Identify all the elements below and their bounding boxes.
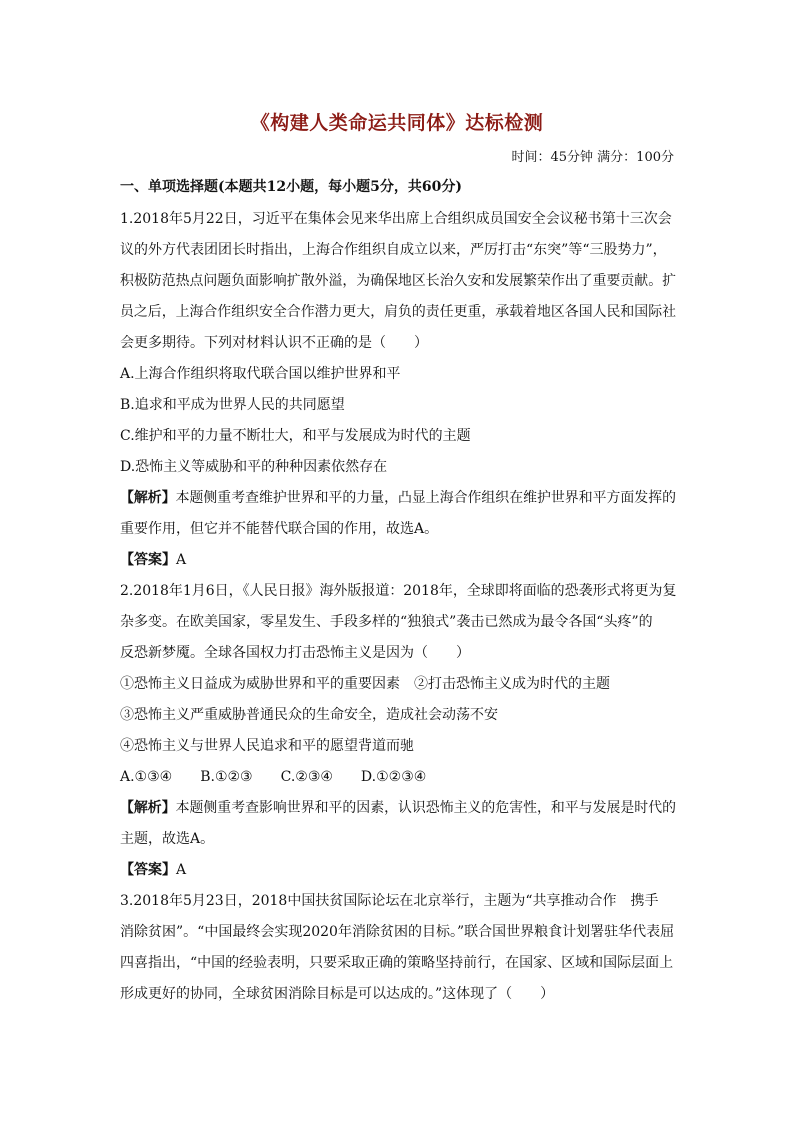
q2-stem-line: 2.2018年1月6日，《人民日报》海外版报道：2018年，全球即将面临的恐袭形式将更为复 <box>120 583 677 599</box>
q2-analysis <box>120 799 676 817</box>
q2-stem-line: 杂多变。在欧美国家，零星发生、手段多样的“独狼式”袭击已然成为最令各国“头疼”的 <box>120 614 653 630</box>
q1-stem-line: 会更多期待。下列对材料认识不正确的是（ ） <box>120 335 428 351</box>
q2-statement: ④恐怖主义与世界人民追求和平的愿望背道而驰 <box>120 738 414 754</box>
answer-value: A <box>176 552 187 568</box>
q3-stem-line: 四喜指出，“中国的经验表明，只要采取正确的策略坚持前行，在国家、区域和国际层面上 <box>120 955 674 971</box>
q1-option-a: A.上海合作组织将取代联合国以维护世界和平 <box>120 366 401 382</box>
answer-value: A <box>176 862 187 878</box>
q2-statement: ③恐怖主义严重威胁普通民众的生命安全，造成社会动荡不安 <box>120 707 498 723</box>
exam-meta: 时间：45分钟 满分：100分 <box>511 150 674 165</box>
answer-tag: 【答案】 <box>120 552 176 568</box>
q1-stem-line: 员之后，上海合作组织安全合作潜力更大，肩负的责任更重，承载着地区各国人民和国际社 <box>120 304 676 320</box>
q3-stem-line: 形成更好的协同，全球贫困消除目标是可以达成的。”这体现了（ ） <box>120 986 555 1002</box>
analysis-tag: 【解析】 <box>120 800 176 816</box>
page-title: 《构建人类命运共同体》达标检测 <box>250 112 544 134</box>
q1-analysis <box>120 489 676 507</box>
answer-tag: 【答案】 <box>120 862 176 878</box>
analysis-tag: 【解析】 <box>120 490 176 506</box>
q2-stem-line: 反恐新梦魇。全球各国权力打击恐怖主义是因为（ ） <box>120 645 470 661</box>
q1-stem-line: 积极防范热点问题负面影响扩散外溢，为确保地区长治久安和发展繁荣作出了重要贡献。扩 <box>120 273 676 289</box>
q2-analysis-cont: 主题，故选A。 <box>120 831 215 847</box>
q1-option-c: C.维护和平的力量不断壮大，和平与发展成为时代的主题 <box>120 428 471 444</box>
section-heading: 一、单项选择题(本题共12小题，每小题5分，共60分) <box>120 179 462 195</box>
q2-choices: A.①③④ B.①②③ C.②③④ D.①②③④ <box>120 769 427 785</box>
q1-answer <box>120 551 186 569</box>
q1-option-d: D.恐怖主义等威胁和平的种种因素依然存在 <box>120 459 388 475</box>
q3-stem-line: 消除贫困”。“中国最终会实现2020年消除贫困的目标。”联合国世界粮食计划署驻华代表屈 <box>120 924 675 940</box>
q2-statement: ①恐怖主义日益成为威胁世界和平的重要因素 ②打击恐怖主义成为时代的主题 <box>120 676 610 692</box>
q2-answer <box>120 861 186 879</box>
analysis-text: 本题侧重考查维护世界和平的力量，凸显上海合作组织在维护世界和平方面发挥的 <box>175 490 676 506</box>
analysis-text: 本题侧重考查影响世界和平的因素，认识恐怖主义的危害性，和平与发展是时代的 <box>175 800 676 816</box>
q1-stem-line: 议的外方代表团团长时指出，上海合作组织自成立以来，严厉打击“东突”等“三股势力”， <box>120 242 667 258</box>
q1-stem-line: 1.2018年5月22日，习近平在集体会见来华出席上合组织成员国安全会议秘书第十三次会 <box>120 211 672 227</box>
q1-analysis-cont: 重要作用，但它并不能替代联合国的作用，故选A。 <box>120 521 439 537</box>
q1-option-b: B.追求和平成为世界人民的共同愿望 <box>120 397 345 413</box>
q3-stem-line: 3.2018年5月23日，2018中国扶贫国际论坛在北京举行，主题为“共享推动合作 携手 <box>120 893 659 909</box>
